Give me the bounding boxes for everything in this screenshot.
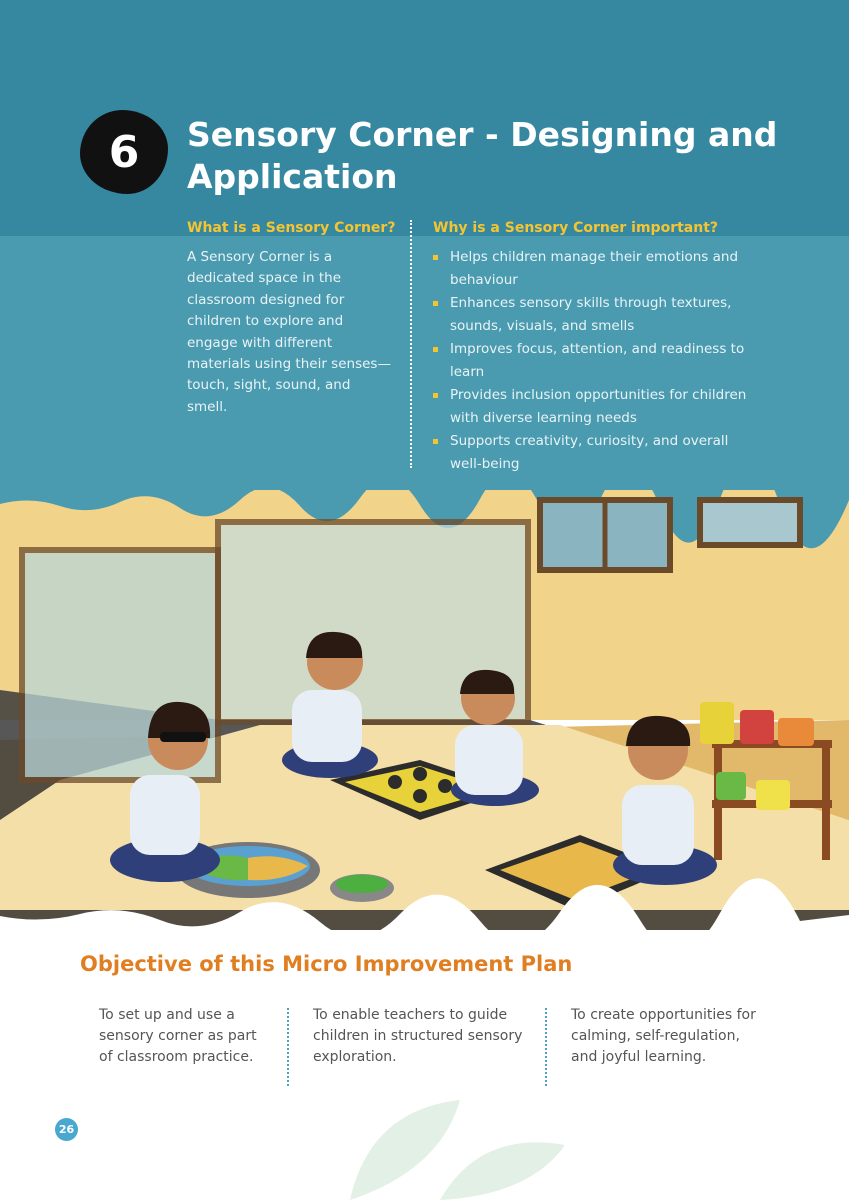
page-number-badge (55, 1118, 78, 1141)
list-item (433, 292, 763, 338)
jar (716, 772, 746, 800)
bullet-text: Enhances sensory skills through textures, sounds, visuals, and smells (450, 295, 732, 334)
page-number: 26 (58, 1123, 75, 1136)
bullet-text: Helps children manage their emotions and behaviour (450, 249, 739, 288)
why-heading: Why is a Sensory Corner important? (433, 220, 719, 236)
objective-divider (545, 1008, 547, 1086)
what-body: A Sensory Corner is a dedicated space in the classroom designed for children to explore and engage with different materials using their senses—touch, sight, sound, and smell. (187, 249, 391, 415)
objective-divider (287, 1008, 289, 1086)
jar (700, 702, 734, 744)
objective-item: To set up and use a sensory corner as part of classroom practice. (99, 1007, 257, 1066)
jar (740, 710, 774, 744)
objective-item: To enable teachers to guide children in structured sensory exploration. (313, 1007, 523, 1066)
what-heading: What is a Sensory Corner? (187, 220, 396, 236)
bullet-text: Provides inclusion opportunities for children with diverse learning needs (450, 387, 747, 426)
list-item (433, 338, 763, 384)
bullet-icon (433, 301, 438, 306)
bullet-text: Supports creativity, curiosity, and overall well-being (450, 433, 729, 472)
classroom-illustration (0, 490, 849, 930)
jar (778, 718, 814, 746)
jar (756, 780, 790, 810)
why-bullet-list (433, 246, 763, 476)
chapter-number-badge (80, 110, 168, 194)
chapter-title: Sensory Corner - Designing and Application (187, 115, 778, 196)
bullet-icon (433, 393, 438, 398)
bullet-text: Improves focus, attention, and readiness to learn (450, 341, 745, 380)
bullet-icon (433, 439, 438, 444)
leaf-decoration-icon (330, 1090, 570, 1200)
bullet-icon (433, 255, 438, 260)
window (700, 500, 800, 545)
list-item (433, 246, 763, 292)
list-item (433, 430, 763, 476)
chapter-number: 6 (108, 126, 140, 178)
objective-item: To create opportunities for calming, self-regulation, and joyful learning. (571, 1007, 756, 1066)
list-item (433, 384, 763, 430)
bullet-icon (433, 347, 438, 352)
column-divider (410, 220, 412, 468)
objective-title: Objective of this Micro Improvement Plan (80, 952, 573, 976)
